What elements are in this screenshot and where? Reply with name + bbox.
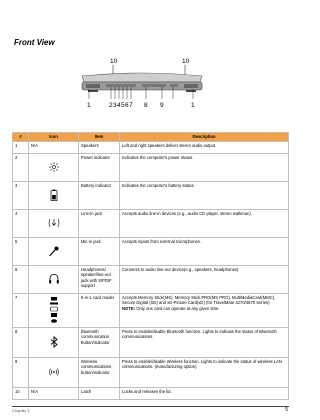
column-header-icon: Icon: [29, 133, 79, 142]
table-row: [13, 238, 289, 266]
front-view-figure: [72, 56, 212, 110]
headphones-icon: [48, 273, 60, 285]
row-number: 9: [13, 358, 29, 388]
bluetooth-icon: [49, 336, 59, 348]
item-description: Press to enable/disable Wireless function. Lights to indicate the status of wireless LAN communications. (manufacturing option): [120, 358, 289, 388]
callout-label: 9: [160, 102, 164, 109]
callout-label: 10: [110, 58, 118, 65]
item-description: [120, 294, 289, 328]
column-header-number: #: [13, 133, 29, 142]
row-number: 1: [13, 142, 29, 154]
callout-label: 3: [113, 102, 117, 109]
laptop-front-illustration: [72, 56, 212, 110]
table-row: [13, 358, 289, 388]
row-number: 5: [13, 238, 29, 266]
item-description: Connects to audio line-out device(e.g., speakers, headphones): [120, 266, 289, 294]
card-reader-icon: [48, 296, 60, 324]
power-indicator-icon: [48, 161, 60, 173]
icon-cell-text: N/A: [29, 388, 79, 400]
section-title: Front View: [14, 38, 55, 47]
table-row: [13, 154, 289, 182]
item-name: Speakers: [79, 142, 120, 154]
callout-label: 4: [117, 102, 121, 109]
note-label: NOTE:: [122, 305, 136, 311]
note-text: Only one card can operate at any given time.: [136, 305, 220, 311]
callout-label: 10: [182, 58, 190, 65]
row-number: 4: [13, 210, 29, 238]
item-description: Left and right speakers deliver stereo audio output.: [120, 142, 289, 154]
item-name: Battery indicator: [79, 182, 120, 210]
callout-label: 1: [87, 102, 91, 109]
table-row: [13, 210, 289, 238]
column-header-item: Item: [79, 133, 120, 142]
footer-chapter: Chapter 1: [12, 408, 30, 413]
row-number: 7: [13, 294, 29, 328]
item-description: Indicates the computer's power status.: [120, 154, 289, 182]
table-row: [13, 142, 289, 154]
item-name: 5-in-1 card reader: [79, 294, 120, 328]
item-name: Wireless communications button/indicator: [79, 358, 120, 388]
item-name: Headphones/ speaker/line-out jack with S/PDIF support: [79, 266, 120, 294]
line-in-icon: [47, 217, 61, 229]
row-number: 3: [13, 182, 29, 210]
row-number: 2: [13, 154, 29, 182]
item-name: Line-in jack: [79, 210, 120, 238]
item-description: Locks and releases the lid.: [120, 388, 289, 400]
item-description: Accepts inputs from external microphones.: [120, 238, 289, 266]
table-row: [13, 328, 289, 358]
callout-label: 8: [144, 102, 148, 109]
table-header-row: [13, 133, 289, 142]
item-description: Indicates the computer's battery status.: [120, 182, 289, 210]
callout-label: 5: [121, 102, 125, 109]
item-name: Bluetooth communication button/indicator: [79, 328, 120, 358]
table-row: [13, 388, 289, 400]
table-row: [13, 182, 289, 210]
item-name: Mic-in jack: [79, 238, 120, 266]
row-number: 10: [13, 388, 29, 400]
item-description: Accepts audio line-in devices (e.g., audio CD player, stereo walkman).: [120, 210, 289, 238]
footer-divider: [12, 406, 289, 407]
callout-label: 6: [125, 102, 129, 109]
row-number: 6: [13, 266, 29, 294]
item-name: Latch: [79, 388, 120, 400]
wireless-icon: [48, 366, 60, 378]
battery-indicator-icon: [50, 189, 58, 201]
callout-label: 2: [109, 102, 113, 109]
table-row: [13, 294, 289, 328]
callout-label: 1: [191, 102, 195, 109]
front-view-table: [12, 132, 289, 400]
column-header-description: Description: [120, 133, 289, 142]
item-name: Power indicator: [79, 154, 120, 182]
microphone-icon: [48, 245, 60, 257]
callout-label: 7: [129, 102, 133, 109]
row-number: 8: [13, 328, 29, 358]
table-row: [13, 266, 289, 294]
icon-cell-text: N/A: [29, 142, 79, 154]
card-reader-description: Accepts Memory Stick(MS), Memory Stick PRO(MS PRO), MultiMediaCard(MMC), Secure Digital (SD) and xD-Picture Card(xD) (for TravelMate 4270/4670 Series): [122, 295, 276, 306]
page-number: 5: [285, 407, 288, 413]
item-description: Press to enable/disable Bluetooth function. Lights to indicate the status of Bluetooth communications.: [120, 328, 289, 358]
